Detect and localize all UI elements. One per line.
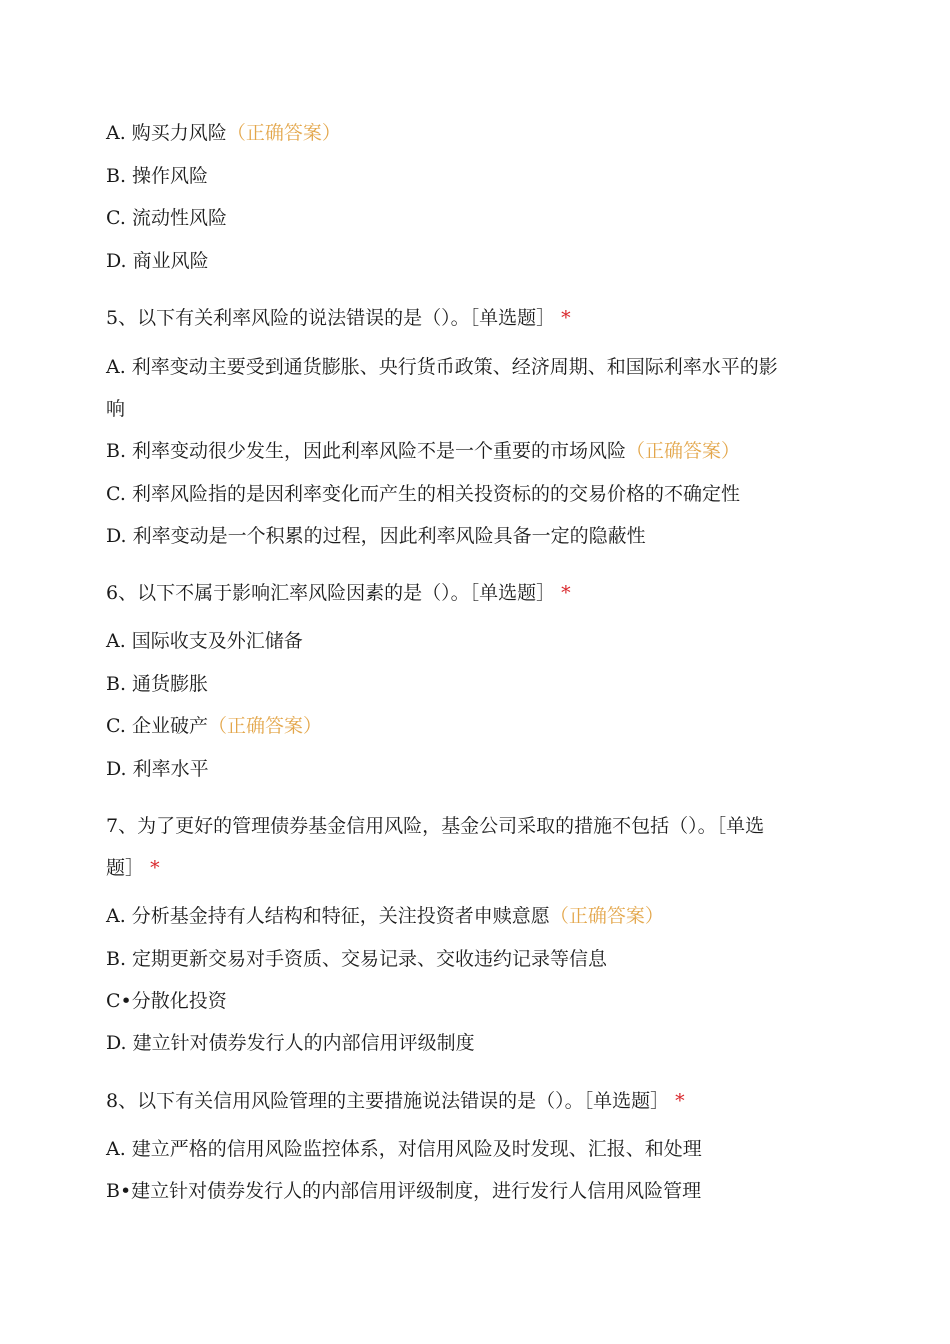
required-asterisk: *: [561, 582, 571, 604]
q6-option-c-text: C. 企业破产: [106, 715, 208, 737]
q7-option-a: [106, 904, 664, 928]
q6-option-b: B. 通货膨胀: [106, 673, 209, 695]
q6-option-d: D. 利率水平: [106, 758, 209, 780]
q7-option-b: B. 定期更新交易对手资质、交易记录、交收违约记录等信息: [106, 948, 608, 970]
correct-answer-mark: （正确答案）: [226, 122, 341, 144]
q5-option-a: A. 利率变动主要受到通货膨胀、央行货币政策、经济周期、和国际利率水平的影: [106, 356, 778, 378]
q7-option-a-text: A. 分析基金持有人结构和特征，关注投资者申赎意愿: [106, 905, 550, 927]
q5-option-d: D. 利率变动是一个积累的过程，因此利率风险具备一定的隐蔽性: [106, 525, 646, 547]
q6-question: [106, 581, 571, 605]
q7-question-line2: [106, 856, 160, 880]
q4-option-b: B. 操作风险: [106, 165, 209, 187]
q4-option-c: C. 流动性风险: [106, 207, 227, 229]
q6-option-c: [106, 714, 322, 738]
q8-option-b: B•建立针对债券发行人的内部信用评级制度，进行发行人信用风险管理: [106, 1180, 702, 1202]
correct-answer-mark: （正确答案）: [549, 905, 664, 927]
q5-option-a-cont: 响: [106, 398, 126, 420]
q7-option-c: C•分散化投资: [106, 990, 227, 1012]
q6-question-text: 6、以下不属于影响汇率风险因素的是（）。［单选题］: [106, 582, 556, 604]
q7-option-d: D. 建立针对债券发行人的内部信用评级制度: [106, 1032, 475, 1054]
required-asterisk: *: [675, 1090, 685, 1112]
correct-answer-mark: （正确答案）: [626, 440, 741, 462]
q5-option-b: [106, 439, 740, 463]
q8-question-text: 8、以下有关信用风险管理的主要措施说法错误的是（）。［单选题］: [106, 1090, 670, 1112]
correct-answer-mark: （正确答案）: [207, 715, 322, 737]
q5-question-text: 5、以下有关利率风险的说法错误的是（）。［单选题］: [106, 307, 556, 329]
q4-option-d: D. 商业风险: [106, 250, 209, 272]
q5-question: [106, 306, 571, 330]
q5-option-c: C. 利率风险指的是因利率变化而产生的相关投资标的的交易价格的不确定性: [106, 483, 740, 505]
q8-option-a: A. 建立严格的信用风险监控体系，对信用风险及时发现、汇报、和处理: [106, 1138, 702, 1160]
required-asterisk: *: [561, 307, 571, 329]
q5-option-b-text: B. 利率变动很少发生，因此利率风险不是一个重要的市场风险: [106, 440, 627, 462]
q4-option-a-text: A. 购买力风险: [106, 122, 227, 144]
q6-option-a: A. 国际收支及外汇储备: [106, 630, 303, 652]
q7-question-line2-text: 题］: [106, 857, 145, 879]
required-asterisk: *: [150, 857, 160, 879]
q7-question-line1: 7、为了更好的管理债券基金信用风险，基金公司采取的措施不包括（）。［单选: [106, 815, 765, 837]
q8-question: [106, 1089, 685, 1113]
q4-option-a: [106, 121, 341, 145]
